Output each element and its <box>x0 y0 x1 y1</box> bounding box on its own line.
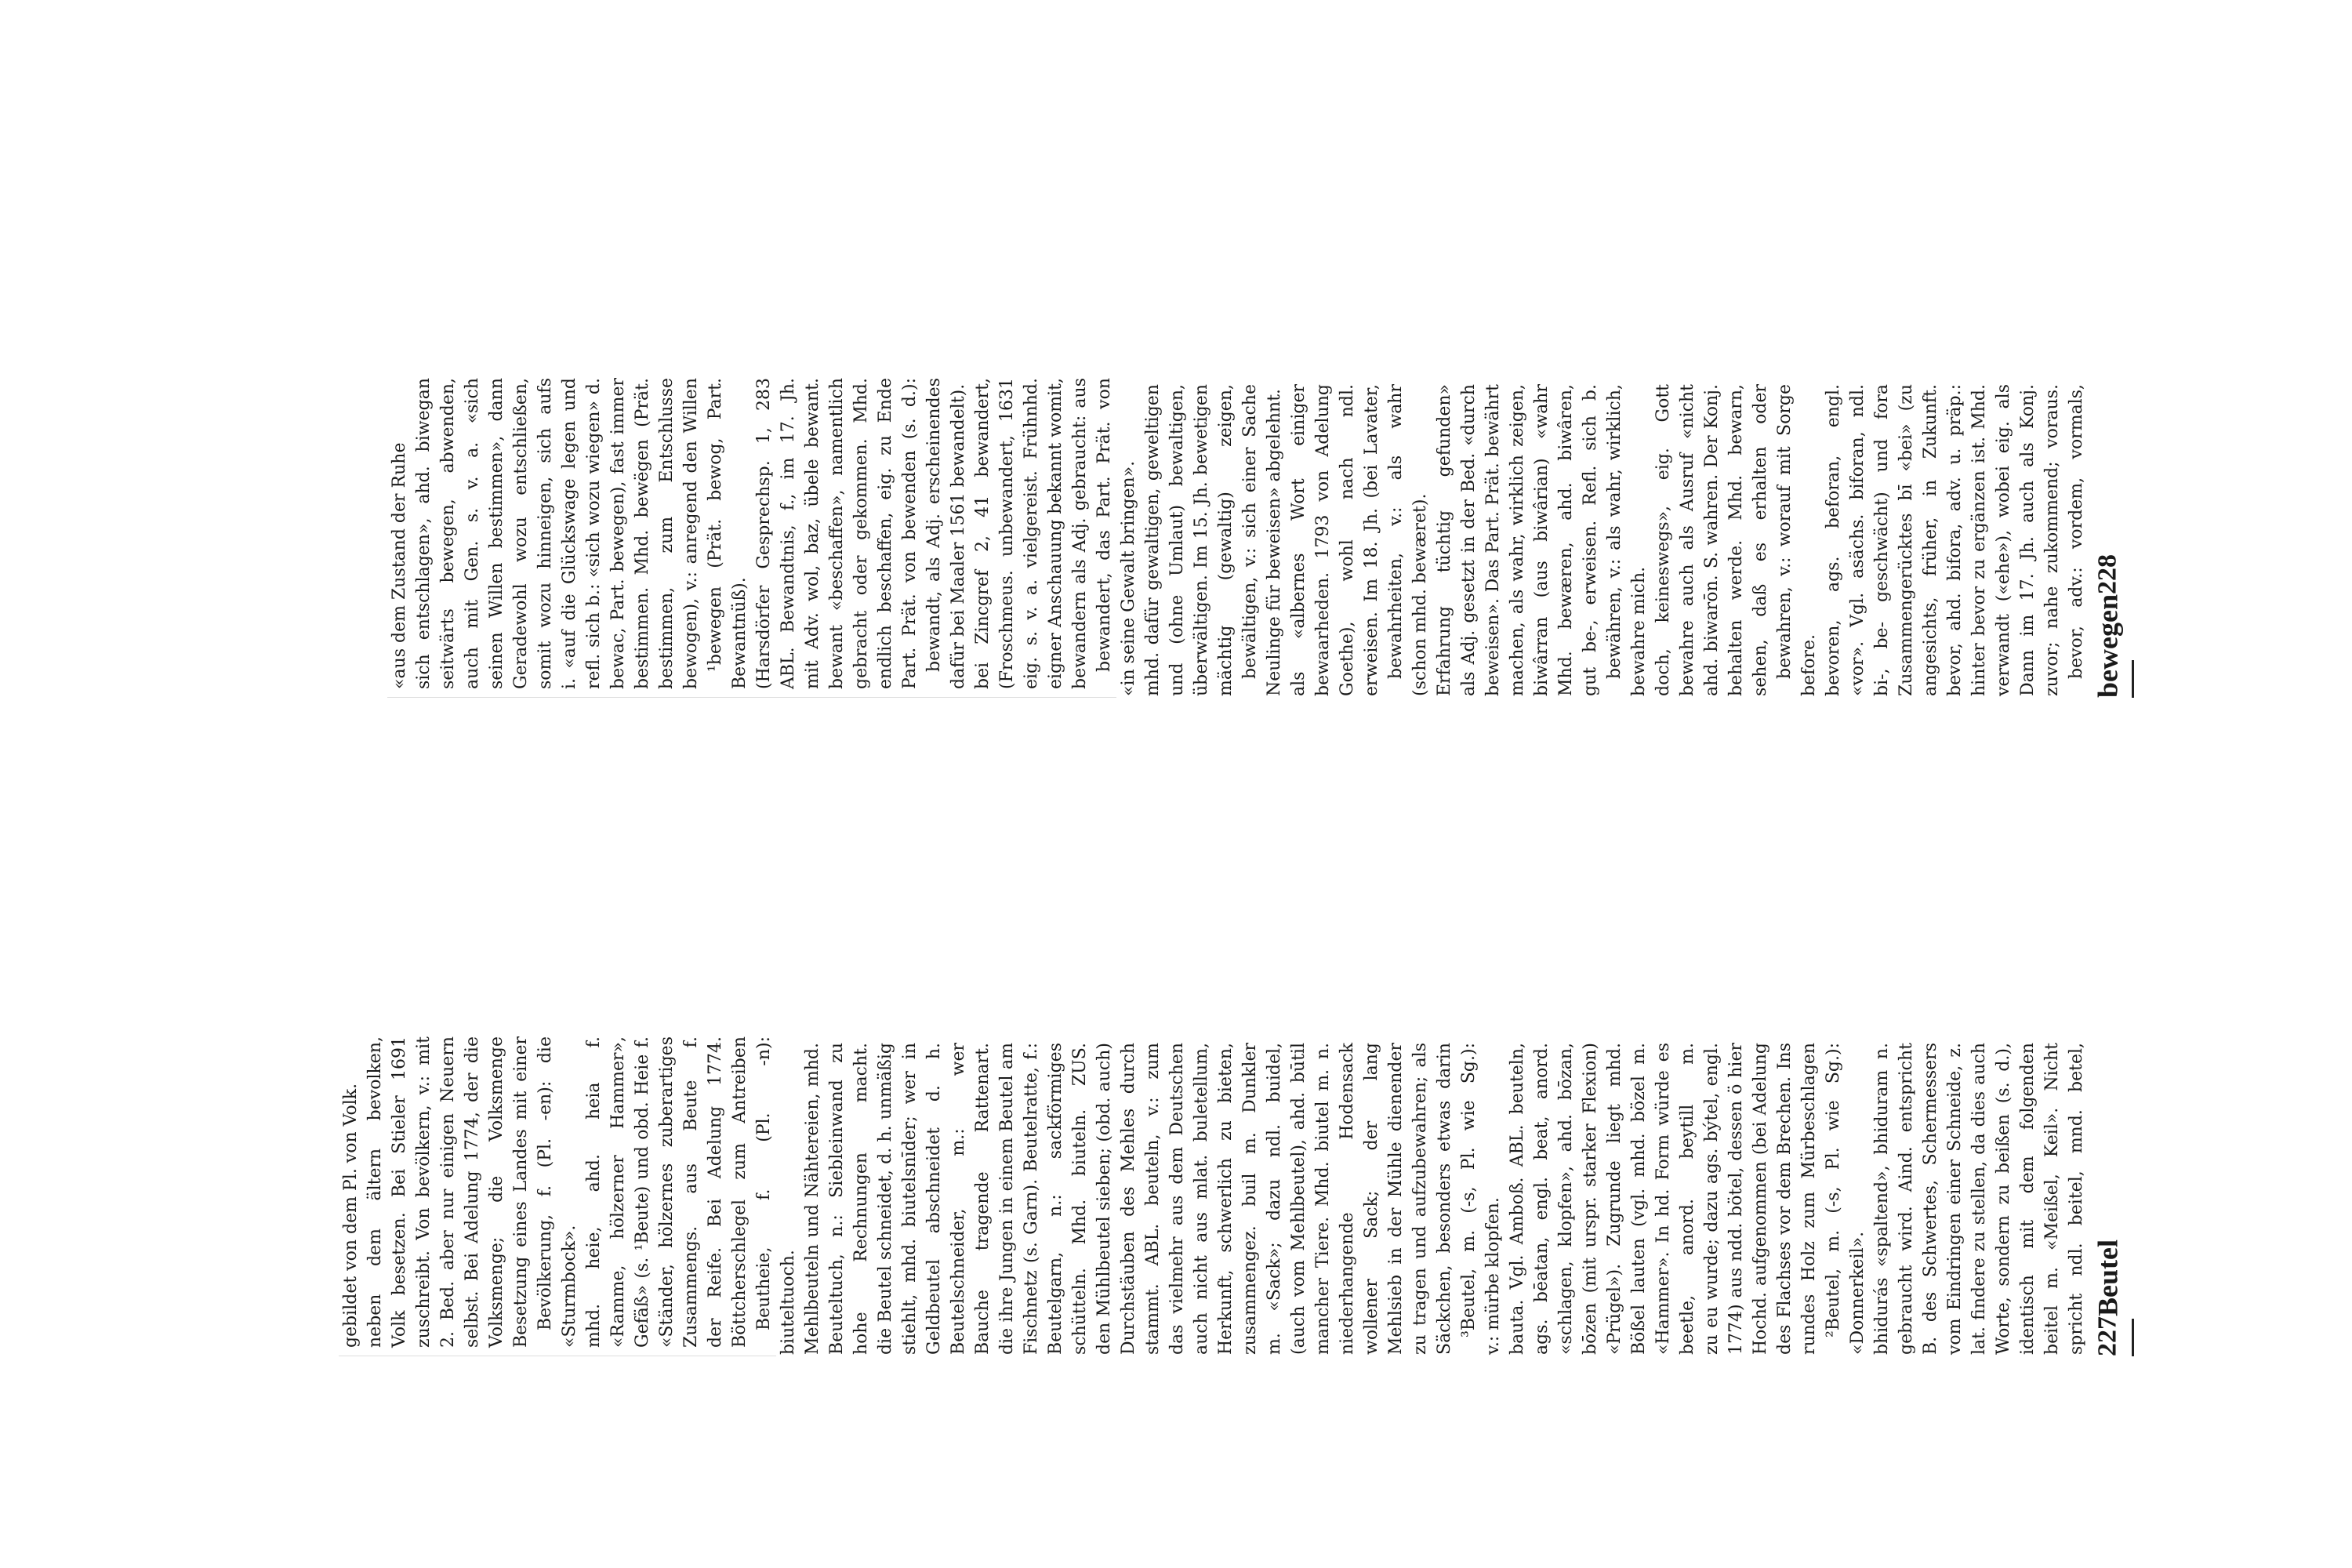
left-column-1 <box>776 1035 2089 1356</box>
entry-bewandt: bewandt, als Adj. erscheinendes Part. Prät. von bewenden (s. d.): endlich beschaffen, eig. zu Ende gebracht oder gekommen. Mhd. bewant «beschaffen», namentlich mit Adv. wol, baz, übele bewant. ABL. Bewandtnis, f., im 17. Jh. (Harsdörfer Gesprechsp. 1, 283 Bewantnüß). <box>730 378 944 689</box>
left-page <box>212 713 2140 1356</box>
right-page <box>212 55 2140 698</box>
right-page-number: 228 <box>2092 554 2122 595</box>
entry-continued: spricht ndl. beitel, mnd. betel, beitel m. «Meißel, Keil». Nicht identisch mit dem folgenden Worte, sondern zu beißen (s. d.), lat. findere zu stellen, da dies auch vom Eindringen einer Schneide, z. B. des Schwertes, Schermessers gebraucht wird. Aind. entspricht bhidurás «spaltend», bhiduram n. «Donnerkeil». <box>1848 1043 2086 1355</box>
entry-bewahren: bewahren, v.: worauf mit Sorge sehen, daß es erhalten oder behalten werde. Mhd. bewarn, ahd. biwarōn. S. wahren. Der Konj. bewahre auch als Ausruf «nicht doch, keineswegs», eig. Gott bewahre mich. <box>1629 384 1795 696</box>
entry-bewaehren: bewähren, v.: als wahr, wirklich, gut be-, erweisen. Refl. sich b. Mhd. bewæren, ahd. biwâren, biwârran (aus biwârian) «wahr machen, als wahr, wirklich zeigen, beweisen». Das Part. Prät. bewährt als Adj. gesetzt in der Bed. «durch Erfahrung tüchtig gefunden» (schon mhd. bewæret). <box>1410 384 1624 696</box>
right-running-head <box>2090 554 2134 698</box>
entry-bevoelkerung: Bevölkerung, f. (Pl. -en): die Besetzung eines Landes mit einer Volksmenge; die Volksmenge selbst. Bei Adelung 1774, der die 2. Bed. aber nur einigen Neuern zuschreibt. Von bevölkern, v.: mit Volk besetzen. Bei Stieler 1691 neben dem ältern bevolken, gebildet von dem Pl. von Volk. <box>341 1036 555 1348</box>
right-columns <box>212 55 2089 698</box>
right-headword: bewegen <box>2092 594 2124 698</box>
right-column-2 <box>387 376 1116 698</box>
right-column-1 <box>1116 376 2089 698</box>
left-column-2 <box>339 1035 776 1356</box>
left-page-number: 227 <box>2092 1316 2122 1356</box>
entry-beutel-2: ²Beutel, m. (-s, Pl. wie Sg.): rundes Holz zum Mürbeschlagen des Flachses vor dem Brechen. Ins Hochd. aufgenommen (bei Adelung 1774) aus ndd. bötel, dessen ö hier zu eu wurde; dazu ags. býtel, engl. beetle, anord. beytill m. «Hammer». In hd. Form würde es Bößel lauten (vgl. mhd. bözel m. «Prügel»). Zugrunde liegt mhd. bōzen (mit urspr. starker Flexion) «schlagen, klopfen», ahd. bōzan, ags. bēatan, engl. beat, anord. bauta. Vgl. Amboß. ABL. beuteln, v.: mürbe klopfen. <box>1483 1043 1843 1355</box>
entry-bewaeltigen: bewältigen, v.: sich einer Sache mächtig (gewaltig) zeigen, überwältigen. Im 15. Jh. bewetigen und (ohne Umlaut) bewaltigen, mhd. dafür gewaltigen, geweltigen «in seine Gewalt bringen». <box>1119 384 1260 696</box>
left-headword: Beutel <box>2092 1240 2124 1316</box>
dictionary-spread <box>212 55 2140 1356</box>
entry-beutheie: Beutheie, f. (Pl. -n): Böttcherschlegel zum Antreiben der Reife. Bei Adelung 1774. Zusammengs. aus Beute f. «Ständer, hölzernes zuberartiges Gefäß» (s. ¹Beute) und obd. Heie f. «Ramme, hölzerner Hammer», mhd. heie, ahd. heia f. «Sturmbock». <box>560 1036 774 1348</box>
entry-bewahrheiten: bewahrheiten, v.: als wahr erweisen. Im 18. Jh. (bei Lavater, Goethe), wohl nach ndl. bewaarheden. 1793 von Adelung als «albernes Wort einiger Neulinge für beweisen» abgelehnt. <box>1265 384 1406 696</box>
entry-bevor: bevor, adv.: vordem, vormals, zuvor; nahe zukommend; voraus. Dann im 17. Jh. auch als Konj. verwandt («ehe»), wobei eig. als hinter bevor zu ergänzen ist. Mhd. bevor, ahd. bifora, adv. u. präp.: angesichts, früher, in Zukunft. Zusammengerücktes bī «bei» (zu bi-, be- geschwächt) und fora «vor». Vgl. asächs. biforan, ndl. bevoren, ags. beforan, engl. before. <box>1799 384 2086 696</box>
left-running-head <box>2090 1240 2134 1356</box>
entry-bewandert: bewandert, das Part. Prät. von bewandern als Adj. gebraucht: aus eigner Anschauung bekannt womit, eig. s. v. a. vielgereist. Frühnhd. (Froschmeus. unbewandert, 1631 bei Zincgref 2, 41 bewandert, dafür bei Maaler 1561 bewandelt). <box>949 378 1114 689</box>
entry-beutel-3: ³Beutel, m. (-s, Pl. wie Sg.): Säckchen, besonders etwas darin zu tragen und aufzubewahren; als Mehlsieb in der Mühle dienender wollener Sack; der lang niederhangende Hodensack mancher Tiere. Mhd. biutel m. n. (auch vom Mehlbeutel), ahd. būtil m. «Sack»; dazu ndl. buidel, zusammengez. buil m. Dunkler Herkunft, schwerlich zu bieten, auch nicht aus mlat. buletellum, das vielmehr aus dem Deutschen stammt. ABL. beuteln, v.: zum Durchstäuben des Mehles durch den Mühlbeutel sieben; (obd. auch) schütteln. Mhd. biuteln. ZUS. Beutelgarn, n.: sackförmiges Fischnetz (s. Garn). Beutelratte, f.: die ihre Jungen in einem Beutel am Bauche tragende Rattenart. Beutelschneider, m.: wer Geldbeutel abschneidet d. h. stiehlt, mhd. biutelsnīder; wer in die Beutel schneidet, d. h. unmäßig hohe Rechnungen macht. Beuteltuch, n.: Siebleinwand zu Mehlbeuteln und Nähtereien, mhd. biuteltuoch. <box>779 1043 1479 1355</box>
entry-bewegen-1: ¹bewegen (Prät. bewog, Part. bewogen), v.: anregend den Willen bestimmen, zum Entschlusse bestimmen. Mhd. bewëgen (Prät. bewac, Part. bewegen), fast immer refl. sich b.: «sich wozu wiegen» d. i. «auf die Glückswage legen und somit wozu hinneigen, sich aufs Geradewohl wozu entschließen, seinen Willen bestimmen», dann auch mit Gen. s. v. a. «sich seitwärts bewegen, abwenden, sich entschlagen», ahd. biwegan «aus dem Zustand der Ruhe <box>390 378 725 689</box>
left-columns <box>212 713 2089 1356</box>
